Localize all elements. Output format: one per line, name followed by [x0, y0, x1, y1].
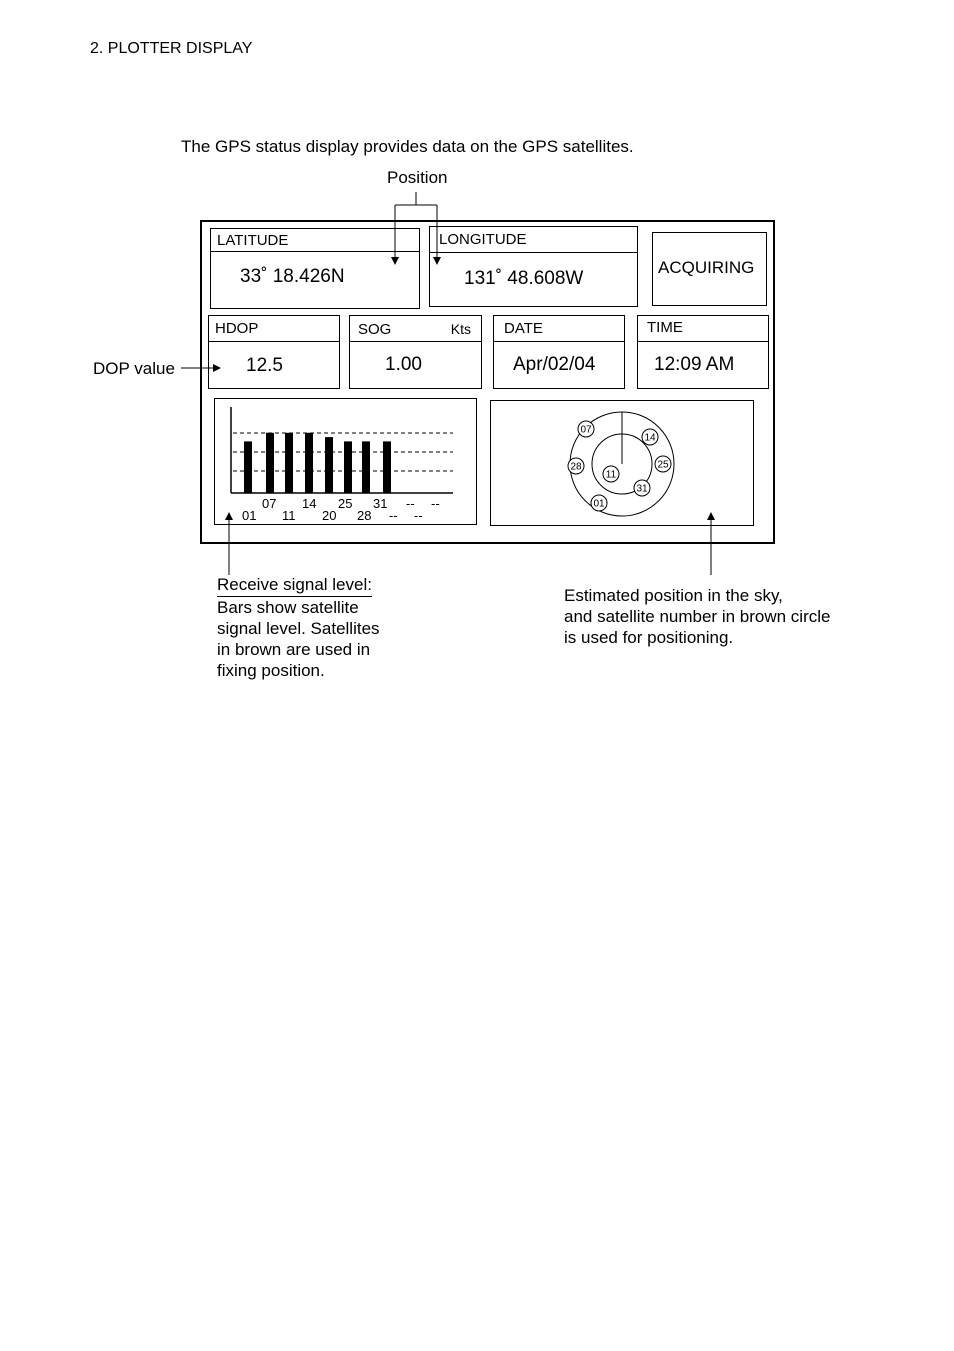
- signal-bar: [325, 437, 333, 493]
- satellite-label-bottom: 11: [282, 508, 296, 523]
- satellite-label-bottom: --: [389, 508, 398, 523]
- time-title: TIME: [638, 316, 768, 342]
- svg-text:25: 25: [657, 459, 669, 471]
- signal-bar: [285, 433, 293, 493]
- satellite-marker: [568, 458, 584, 474]
- signal-bar-chart: [231, 407, 453, 523]
- date-value: Apr/02/04: [513, 354, 596, 375]
- satellite-label-bottom: 28: [357, 508, 372, 523]
- satellite-label-top: 14: [302, 496, 317, 511]
- svg-text:14: 14: [644, 432, 656, 444]
- satellite-marker: [634, 480, 650, 496]
- signal-bar: [305, 433, 313, 493]
- signal-callout-line: Bars show satellite: [217, 598, 359, 617]
- satellite-label-top: 07: [262, 496, 277, 511]
- sog-value: 1.00: [385, 354, 422, 375]
- satellite-label-top: 31: [373, 496, 388, 511]
- svg-text:31: 31: [636, 483, 648, 495]
- satellite-label-bottom: 01: [242, 508, 257, 523]
- latitude-value: 33˚ 18.426N: [240, 266, 345, 287]
- signal-bar: [266, 433, 274, 493]
- signal-bar: [344, 441, 352, 493]
- section-header: 2. PLOTTER DISPLAY: [90, 40, 253, 57]
- signal-bar: [362, 441, 370, 493]
- hdop-value: 12.5: [246, 355, 283, 376]
- satellite-marker: [603, 466, 619, 482]
- longitude-title: LONGITUDE: [430, 227, 637, 253]
- sky-callout-line: Estimated position in the sky,: [564, 586, 783, 605]
- svg-text:28: 28: [570, 461, 582, 473]
- sky-callout-line: is used for positioning.: [564, 628, 734, 647]
- satellite-label-bottom: --: [414, 508, 423, 523]
- signal-callout-line: fixing position.: [217, 661, 325, 680]
- satellite-marker: [591, 495, 607, 511]
- sog-unit: Kts: [450, 321, 471, 337]
- satellite-label-top: --: [431, 496, 440, 511]
- signal-callout-line: in brown are used in: [217, 640, 371, 659]
- satellite-marker: [578, 421, 594, 437]
- sky-callout-line: and satellite number in brown circle: [564, 607, 831, 626]
- intro-text: The GPS status display provides data on the GPS satellites.: [181, 137, 634, 156]
- status-text: ACQUIRING: [658, 258, 755, 277]
- satellite-label-top: --: [406, 496, 415, 511]
- signal-callout-line: signal level. Satellites: [217, 619, 380, 638]
- svg-text:01: 01: [593, 498, 605, 510]
- signal-callout: [217, 574, 417, 681]
- date-title: DATE: [494, 316, 624, 342]
- signal-bar: [244, 441, 252, 493]
- position-leader: [395, 192, 437, 264]
- sog-title-text: SOG: [358, 321, 392, 338]
- signal-bar: [383, 441, 391, 493]
- time-value: 12:09 AM: [654, 354, 735, 375]
- satellite-label-bottom: 20: [322, 508, 337, 523]
- svg-text:11: 11: [605, 469, 617, 481]
- dop-value-label: DOP value: [93, 359, 175, 378]
- satellite-marker: [655, 456, 671, 472]
- sky-callout: [564, 585, 864, 648]
- svg-text:07: 07: [580, 424, 592, 436]
- position-label: Position: [387, 168, 448, 187]
- signal-callout-heading: Receive signal level:: [217, 574, 372, 597]
- latitude-title: LATITUDE: [211, 229, 419, 252]
- satellite-marker: [642, 429, 658, 445]
- satellite-label-top: 25: [338, 496, 353, 511]
- longitude-value: 131˚ 48.608W: [464, 268, 584, 289]
- hdop-title: HDOP: [209, 316, 339, 342]
